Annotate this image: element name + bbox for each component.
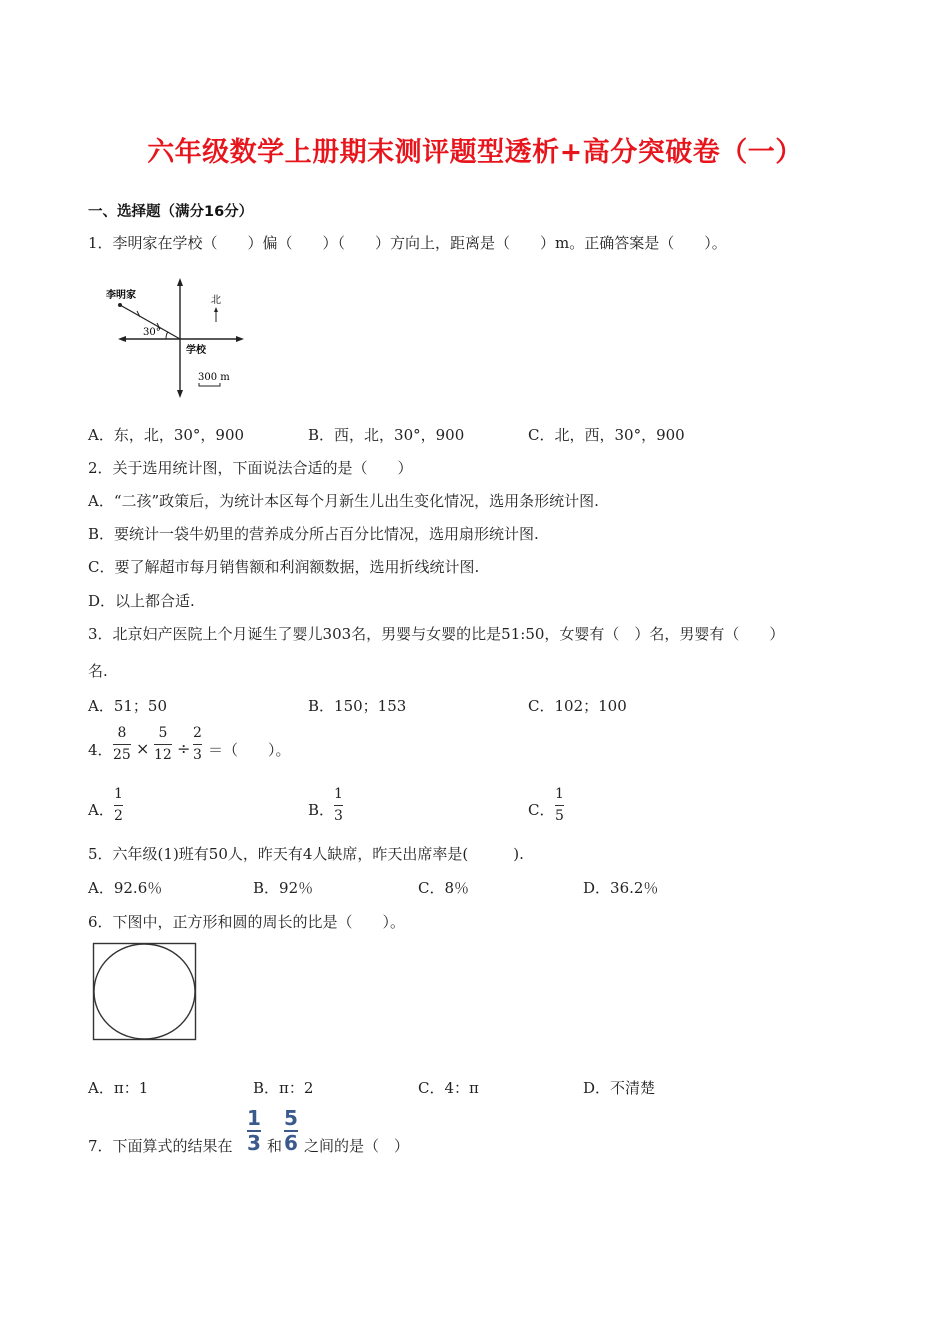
question-6-text: 6．下图中，正方形和圆的周长的比是（ ）。 <box>88 913 406 931</box>
denominator: 12 <box>154 747 172 763</box>
divide-sign: ÷ <box>177 739 191 758</box>
numerator: 1 <box>334 786 343 802</box>
question-7-and: 和 <box>267 1137 283 1155</box>
question-7-suffix: 之间的是（ ） <box>304 1137 410 1155</box>
denominator: 3 <box>247 1131 261 1155</box>
q2-option-c[interactable]: C．要了解超市每月销售额和利润额数据，选用折线统计图. <box>88 558 480 576</box>
denominator: 3 <box>193 747 202 763</box>
numerator: 5 <box>158 725 168 741</box>
q6-option-b[interactable]: B．π：2 <box>253 1079 314 1097</box>
q4-option-a-label[interactable]: A． <box>88 801 114 819</box>
fraction-five-sixths <box>284 1106 298 1155</box>
question-4-number: 4． <box>88 741 113 759</box>
square-circle-figure <box>92 942 198 1042</box>
circle-shape <box>94 944 195 1039</box>
denominator: 5 <box>555 808 564 824</box>
home-label: 李明家 <box>106 290 136 301</box>
q3-option-a[interactable]: A．51；50 <box>88 697 168 715</box>
q4-option-c-label[interactable]: C． <box>528 801 555 819</box>
q1-option-c[interactable]: C．北，西，30°，900 <box>528 426 685 444</box>
q5-option-a[interactable]: A．92.6％ <box>88 879 163 897</box>
north-label: 北 <box>211 295 221 306</box>
denominator: 6 <box>284 1131 298 1155</box>
fraction-one-third <box>247 1106 261 1155</box>
axis-arrow-right <box>236 336 244 342</box>
q3-option-c[interactable]: C．102；100 <box>528 697 627 715</box>
q2-option-a[interactable]: A．“二孩”政策后，为统计本区每个月新生儿出生变化情况，选用条形统计图. <box>88 492 599 510</box>
q5-option-b[interactable]: B．92％ <box>253 879 314 897</box>
q2-option-d[interactable]: D．以上都合适. <box>88 592 195 610</box>
q4-option-b-label[interactable]: B． <box>308 801 335 819</box>
scale-bar <box>199 383 220 386</box>
denominator: 2 <box>114 808 123 824</box>
q5-option-d[interactable]: D．36.2％ <box>583 879 659 897</box>
axis-arrow-down <box>177 390 183 398</box>
fraction-8-25 <box>113 725 131 764</box>
school-label: 学校 <box>186 345 206 356</box>
direction-map-figure <box>100 276 260 401</box>
q4-option-b-fraction[interactable] <box>334 786 343 825</box>
numerator: 1 <box>247 1106 261 1130</box>
home-point <box>118 303 122 307</box>
numerator: 1 <box>555 786 564 802</box>
numerator: 1 <box>114 786 123 802</box>
axis-arrow-left <box>118 336 126 342</box>
numerator: 2 <box>193 725 202 741</box>
q6-option-d[interactable]: D．不清楚 <box>583 1079 656 1097</box>
angle-arc <box>166 332 168 339</box>
q2-option-b[interactable]: B．要统计一袋牛奶里的营养成分所占百分比情况，选用扇形统计图. <box>88 525 539 543</box>
q1-option-a[interactable]: A．东，北，30°，900 <box>88 426 245 444</box>
question-2-text: 2．关于选用统计图，下面说法合适的是（ ） <box>88 459 413 477</box>
q4-option-c-fraction[interactable] <box>555 786 564 825</box>
question-3-text-cont: 名. <box>88 662 108 680</box>
numerator: 8 <box>117 725 127 741</box>
question-5-text: 5．六年级(1)班有50人，昨天有4人缺席，昨天出席率是( ). <box>88 845 524 863</box>
q5-option-c[interactable]: C．8％ <box>418 879 470 897</box>
q6-option-a[interactable]: A．π：1 <box>88 1079 149 1097</box>
question-3-text: 3．北京妇产医院上个月诞生了婴儿303名，男婴与女婴的比是51:50，女婴有（ ）名，男婴有（ ） <box>88 625 785 643</box>
question-7-text: 7．下面算式的结果在 <box>88 1137 233 1155</box>
equals-blank: ＝（ ）。 <box>208 741 291 759</box>
scale-label: 300 m <box>198 372 230 383</box>
axis-arrow-up <box>177 278 183 286</box>
q6-option-c[interactable]: C．4：π <box>418 1079 479 1097</box>
north-arrow-head <box>214 307 218 312</box>
denominator: 25 <box>113 747 131 763</box>
denominator: 3 <box>334 808 343 824</box>
fraction-5-12 <box>154 725 172 764</box>
angle-label: 30° <box>143 327 161 338</box>
multiply-sign: × <box>136 739 150 758</box>
q1-option-b[interactable]: B．西，北，30°，900 <box>308 426 465 444</box>
fraction-2-3 <box>193 725 202 764</box>
question-1-text: 1．李明家在学校（ ）偏（ ）（ ）方向上，距离是（ ）m。正确答案是（ ）。 <box>88 234 727 252</box>
page-title: 六年级数学上册期末测评题型透析+高分突破卷（一） <box>147 137 803 168</box>
numerator: 5 <box>284 1106 298 1130</box>
q3-option-b[interactable]: B．150；153 <box>308 697 407 715</box>
section-heading: 一、选择题（满分16分） <box>88 204 254 220</box>
q4-option-a-fraction[interactable] <box>114 786 123 825</box>
